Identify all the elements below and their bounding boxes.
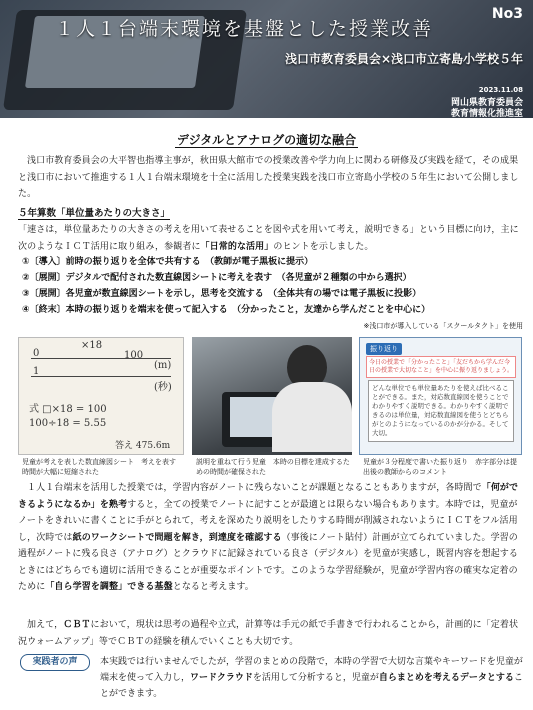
photo-caption: 説明を重ねて行う児童 本時の目標を達成するための時間が確保された <box>196 458 350 476</box>
handwritten-mark: 1 <box>33 366 40 377</box>
issue-number: No3 <box>491 6 523 22</box>
number-line <box>31 376 171 377</box>
handwritten-mark: 100 <box>124 350 144 361</box>
step-list <box>22 254 527 318</box>
body-paragraph: １人１台端末を活用した授業では，学習内容がノートに残らないことが課題となることもありますが，各時間で「何ができるようになるか」を熟考すると，全ての授業でノートに記すことが最適とは限らない場合もあります。本時では，児童がノートをきれいに書くことに手がとられて，考えを深めたり説明をしたりする時間が削減されないようにＩＣＴをフル活用し，次時では紙のワークシートで問題を解き，到達度を確認する（事後にノート貼付）計画が立てられていました。学習の過程がノートに残る良さ（アナログ）とクラウドに記録されている良さ（デジタル）を児童が実感し，既習内容を想起するときにはどちらでも適切に活用できることが重要なポイントです。このような学習経験が，児童が学習内容の確実な定着のために「自ら学習を調整」できる基盤となると考えます。 <box>18 483 519 592</box>
aim-paragraph: 「速さは，単位量あたりの大きさの考えを用いて表せることを図や式を用いて考え，説明できる」という目標に向け，主に次のようなＩＣＴ活用に取り組み，参観者に「日常的な活用」のヒントを示しました。 <box>18 225 519 252</box>
photo-caption: 児童が考えを表した数直線図シート 考えを表す時間が大幅に短縮された <box>22 458 176 476</box>
practitioner-voice-text: 本実践では行いませんでしたが，学習のまとめの段階で，本時の学習で大切な言葉やキーワードを児童が端末を使って入力し，ワードクラウドを活用して分析すると，児童が自らまとめを考えるデータとすることができます。 <box>100 657 523 699</box>
student-tablet-photo <box>192 337 352 455</box>
lead-paragraph: 浅口市教育委員会の大平智也指導主事が，秋田県大館市での授業改善や学力向上に関わる研修及び実践を経て，その成果と浅口市において推進する１人１台端末環境を十全に活用した授業実践を浅口市立寄島小学校の５年生において公開しました。 <box>18 156 519 199</box>
body-paragraph: 加えて，ＣＢＴにおいて，現状は思考の過程や立式，計算等は手元の紙で手書きで行われることから，計画的に「定着状況ウォームアップ」等でＣＢＴの経験を積んでいくことも大切です。 <box>18 620 519 647</box>
step-item: ④〔終末〕本時の振り返りを端末を使って記入する （分かったこと，友達から学んだことを中心に） <box>22 305 431 315</box>
reflection-card-photo <box>359 337 522 455</box>
practitioner-voice-label: 実践者の声 <box>20 654 90 671</box>
publisher-org: 岡山県教育委員会 <box>450 98 523 108</box>
step-item: ③〔展開〕各児童が数直線図シートを示し，思考を交流する （全体共有の場では電子黒板に投影） <box>22 289 422 299</box>
reflection-prompt: 今日の授業で「分かったこと」「友だちから学んだ今日の授業で大切なこと」を中心に振り返りましょう。 <box>366 356 516 378</box>
page-subtitle: 浅口市教育委員会×浅口市立寄島小学校５年 <box>284 52 523 66</box>
step-item: ①〔導入〕前時の振り返りを全体で共有する （教師が電子黒板に提示） <box>22 257 314 267</box>
handwritten-mark: ×18 <box>81 340 103 351</box>
publisher-dept: 教育情報化推進室 <box>450 109 523 118</box>
handwritten-mark: 答え 475.6m <box>115 441 171 451</box>
student-body <box>272 382 352 452</box>
reflection-tag: 振り返り <box>366 343 402 355</box>
footnote: ※浅口市が導入している「スクールタクト」を使用 <box>363 322 523 330</box>
handwritten-mark: (秒) <box>154 382 172 393</box>
reflection-text: どんな単位でも単位量あたりを使えば比べることができる。また，対応数直線図を使うことでわかりやすく説明できる。わかりやすく説明できるのは単位量，対応数直線図を使うとどちらがとのようになっているのかが分かる。そして大切。 <box>368 380 514 442</box>
header-banner <box>0 0 533 118</box>
page-title: １人１台端末環境を基盤とした授業改善 <box>55 18 434 40</box>
number-line <box>31 358 171 359</box>
handwritten-mark: 0 <box>33 348 40 359</box>
photo-caption: 児童が３分程度で書いた振り返り 赤字部分は提出後の教師からのコメント <box>363 458 517 476</box>
issue-date: 2023.11.08 <box>478 86 523 94</box>
handwritten-mark: 式 □×18 = 100 <box>29 404 107 415</box>
unit-heading: ５年算数「単位量あたりの大きさ」 <box>18 205 170 220</box>
handwritten-mark: (m) <box>154 360 172 371</box>
number-line-sheet-photo <box>18 337 184 455</box>
step-item: ②〔展開〕デジタルで配付された数直線図シートに考えを表す （各児童が２種類の中から選択） <box>22 273 412 283</box>
section-title: デジタルとアナログの適切な融合 <box>176 133 357 147</box>
handwritten-mark: 100÷18 = 5.55 <box>29 418 107 429</box>
